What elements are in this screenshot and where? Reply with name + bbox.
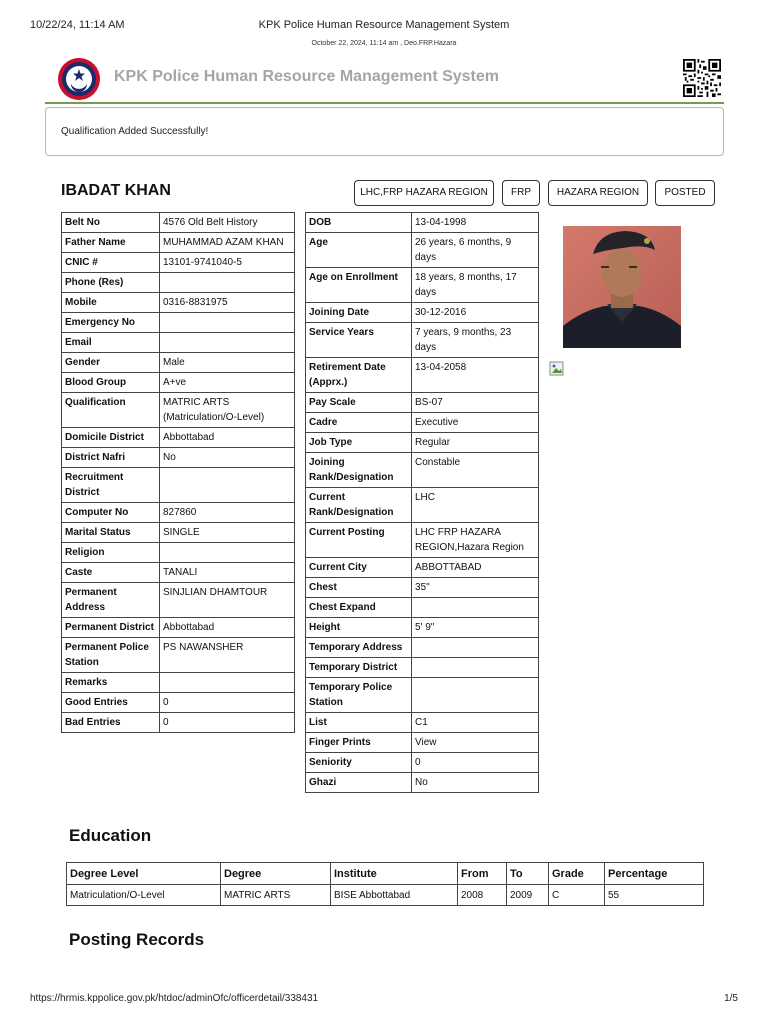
- detail-label: Age: [306, 233, 412, 268]
- detail-value: MATRIC ARTS (Matriculation/O-Level): [160, 393, 295, 428]
- app-name: KPK Police Human Resource Management System: [114, 68, 500, 85]
- detail-row-temporary-police-station: [306, 678, 539, 713]
- detail-label: Domicile District: [62, 428, 160, 448]
- education-cell: 2008: [458, 885, 507, 906]
- detail-label: Religion: [62, 543, 160, 563]
- kpk-police-logo-icon[interactable]: [57, 57, 101, 101]
- detail-row-district-nafri: [62, 448, 295, 468]
- detail-row-good-entries: [62, 693, 295, 713]
- education-table: [66, 862, 704, 906]
- detail-label: Recruitment District: [62, 468, 160, 503]
- detail-value: No: [412, 773, 539, 793]
- detail-label: Cadre: [306, 413, 412, 433]
- print-datetime: 10/22/24, 11:14 AM: [30, 19, 125, 31]
- app-header: [45, 54, 724, 104]
- detail-label: Joining Rank/Designation: [306, 453, 412, 488]
- detail-value: [412, 598, 539, 618]
- detail-row-caste: [62, 563, 295, 583]
- detail-label: District Nafri: [62, 448, 160, 468]
- detail-value: [160, 273, 295, 293]
- detail-value: Abbottabad: [160, 428, 295, 448]
- detail-value: 13101-9741040-5: [160, 253, 295, 273]
- posting-records-heading: Posting Records: [69, 930, 205, 949]
- detail-label: Marital Status: [62, 523, 160, 543]
- detail-value: [412, 658, 539, 678]
- detail-row-current-rank-designation: [306, 488, 539, 523]
- detail-value: 13-04-2058: [412, 358, 539, 393]
- page-number: 1/5: [724, 993, 738, 1004]
- detail-value: [160, 313, 295, 333]
- detail-value: [160, 543, 295, 563]
- education-cell: C: [549, 885, 605, 906]
- detail-value: 7 years, 9 months, 23 days: [412, 323, 539, 358]
- detail-value: No: [160, 448, 295, 468]
- officer-photo: [563, 226, 681, 348]
- detail-row-permanent-district: [62, 618, 295, 638]
- detail-row-age-on-enrollment: [306, 268, 539, 303]
- detail-row-emergency-no: [62, 313, 295, 333]
- detail-value: 4576 Old Belt History: [160, 213, 295, 233]
- detail-row-service-years: [306, 323, 539, 358]
- detail-value: 13-04-1998: [412, 213, 539, 233]
- detail-row-cnic: [62, 253, 295, 273]
- detail-label: Email: [62, 333, 160, 353]
- detail-row-bad-entries: [62, 713, 295, 733]
- detail-value: [160, 673, 295, 693]
- detail-row-age: [306, 233, 539, 268]
- education-cell: Matriculation/O-Level: [67, 885, 221, 906]
- detail-row-phone-res: [62, 273, 295, 293]
- detail-value: [160, 333, 295, 353]
- badge-posting-region[interactable]: LHC,FRP HAZARA REGION: [354, 180, 494, 206]
- detail-row-temporary-district: [306, 658, 539, 678]
- detail-row-belt-no: [62, 213, 295, 233]
- detail-row-ghazi: [306, 773, 539, 793]
- detail-row-current-posting: [306, 523, 539, 558]
- detail-label: Current Posting: [306, 523, 412, 558]
- detail-label: Job Type: [306, 433, 412, 453]
- detail-row-permanent-police-station: [62, 638, 295, 673]
- detail-row-finger-prints: [306, 733, 539, 753]
- detail-row-father-name: [62, 233, 295, 253]
- detail-label: List: [306, 713, 412, 733]
- detail-label: Temporary Address: [306, 638, 412, 658]
- detail-row-blood-group: [62, 373, 295, 393]
- personal-details-table: [61, 212, 295, 733]
- detail-value: ABBOTTABAD: [412, 558, 539, 578]
- detail-label: Computer No: [62, 503, 160, 523]
- detail-value: Male: [160, 353, 295, 373]
- detail-label: DOB: [306, 213, 412, 233]
- detail-row-chest-expand: [306, 598, 539, 618]
- alert-message: Qualification Added Successfully!: [61, 126, 209, 137]
- detail-value[interactable]: View: [412, 733, 539, 753]
- detail-label: Good Entries: [62, 693, 160, 713]
- detail-value: Executive: [412, 413, 539, 433]
- detail-row-marital-status: [62, 523, 295, 543]
- officer-name: IBADAT KHAN: [61, 182, 171, 199]
- detail-label: Temporary Police Station: [306, 678, 412, 713]
- detail-label: Permanent District: [62, 618, 160, 638]
- badge-status[interactable]: POSTED: [655, 180, 715, 206]
- education-cell: MATRIC ARTS: [221, 885, 331, 906]
- detail-value: [412, 638, 539, 658]
- detail-row-job-type: [306, 433, 539, 453]
- detail-label: Ghazi: [306, 773, 412, 793]
- service-details-table: [305, 212, 539, 793]
- detail-value: MUHAMMAD AZAM KHAN: [160, 233, 295, 253]
- education-column-header: Degree Level: [67, 863, 221, 885]
- detail-row-joining-rank-designation: [306, 453, 539, 488]
- detail-label: Father Name: [62, 233, 160, 253]
- detail-label: Permanent Address: [62, 583, 160, 618]
- detail-value: 827860: [160, 503, 295, 523]
- detail-label: Gender: [62, 353, 160, 373]
- education-heading: Education: [69, 826, 152, 845]
- detail-value: Constable: [412, 453, 539, 488]
- education-column-header: Institute: [331, 863, 458, 885]
- detail-row-joining-date: [306, 303, 539, 323]
- qr-code-icon: [683, 59, 721, 97]
- detail-label: Caste: [62, 563, 160, 583]
- detail-label: Age on Enrollment: [306, 268, 412, 303]
- detail-label: Belt No: [62, 213, 160, 233]
- detail-row-email: [62, 333, 295, 353]
- detail-value: 5' 9": [412, 618, 539, 638]
- detail-label: Pay Scale: [306, 393, 412, 413]
- detail-value: LHC FRP HAZARA REGION,Hazara Region: [412, 523, 539, 558]
- print-page-title: KPK Police Human Resource Management System: [258, 19, 510, 31]
- detail-row-qualification: [62, 393, 295, 428]
- detail-value: 0: [412, 753, 539, 773]
- detail-label: Temporary District: [306, 658, 412, 678]
- detail-label: Seniority: [306, 753, 412, 773]
- session-subheader: October 22, 2024, 11:14 am , Deo.FRP.Hazara: [311, 40, 457, 47]
- detail-value: 0: [160, 693, 295, 713]
- detail-label: Chest: [306, 578, 412, 598]
- detail-value: 30-12-2016: [412, 303, 539, 323]
- detail-value: 35": [412, 578, 539, 598]
- detail-row-cadre: [306, 413, 539, 433]
- detail-row-religion: [62, 543, 295, 563]
- detail-label: Service Years: [306, 323, 412, 358]
- page-url: https://hrmis.kppolice.gov.pk/htdoc/adminOfc/officerdetail/338431: [30, 993, 319, 1004]
- detail-row-dob: [306, 213, 539, 233]
- detail-row-pay-scale: [306, 393, 539, 413]
- detail-row-current-city: [306, 558, 539, 578]
- detail-value: C1: [412, 713, 539, 733]
- detail-value: TANALI: [160, 563, 295, 583]
- detail-value: 18 years, 8 months, 17 days: [412, 268, 539, 303]
- detail-row-gender: [62, 353, 295, 373]
- education-column-header: To: [507, 863, 549, 885]
- detail-row-recruitment-district: [62, 468, 295, 503]
- education-cell: 55: [605, 885, 704, 906]
- detail-value: [412, 678, 539, 713]
- detail-row-chest: [306, 578, 539, 598]
- detail-value: Regular: [412, 433, 539, 453]
- detail-label: Emergency No: [62, 313, 160, 333]
- success-alert: [45, 107, 724, 156]
- detail-row-domicile-district: [62, 428, 295, 448]
- detail-row-permanent-address: [62, 583, 295, 618]
- detail-label: Current Rank/Designation: [306, 488, 412, 523]
- education-column-header: Degree: [221, 863, 331, 885]
- detail-row-remarks: [62, 673, 295, 693]
- detail-label: Permanent Police Station: [62, 638, 160, 673]
- detail-value: [160, 468, 295, 503]
- table-row: [67, 885, 704, 906]
- detail-label: Blood Group: [62, 373, 160, 393]
- detail-row-list: [306, 713, 539, 733]
- detail-value: SINJLIAN DHAMTOUR: [160, 583, 295, 618]
- detail-label: Joining Date: [306, 303, 412, 323]
- detail-value: PS NAWANSHER: [160, 638, 295, 673]
- badge-unit[interactable]: FRP: [502, 180, 540, 206]
- detail-row-mobile: [62, 293, 295, 313]
- education-column-header: From: [458, 863, 507, 885]
- detail-label: Mobile: [62, 293, 160, 313]
- detail-row-seniority: [306, 753, 539, 773]
- detail-value: SINGLE: [160, 523, 295, 543]
- detail-row-height: [306, 618, 539, 638]
- education-column-header: Percentage: [605, 863, 704, 885]
- education-cell: BISE Abbottabad: [331, 885, 458, 906]
- detail-value: 0: [160, 713, 295, 733]
- detail-label: Chest Expand: [306, 598, 412, 618]
- detail-label: Height: [306, 618, 412, 638]
- detail-label: Bad Entries: [62, 713, 160, 733]
- detail-label: Qualification: [62, 393, 160, 428]
- detail-label: Current City: [306, 558, 412, 578]
- detail-value: BS-07: [412, 393, 539, 413]
- detail-label: Remarks: [62, 673, 160, 693]
- detail-label: CNIC #: [62, 253, 160, 273]
- detail-row-computer-no: [62, 503, 295, 523]
- detail-value: 26 years, 6 months, 9 days: [412, 233, 539, 268]
- detail-label: Retirement Date (Apprx.): [306, 358, 412, 393]
- badge-region[interactable]: HAZARA REGION: [548, 180, 648, 206]
- detail-label: Phone (Res): [62, 273, 160, 293]
- detail-label: Finger Prints: [306, 733, 412, 753]
- education-column-header: Grade: [549, 863, 605, 885]
- detail-value: LHC: [412, 488, 539, 523]
- broken-image-icon: [549, 361, 565, 377]
- detail-value: A+ve: [160, 373, 295, 393]
- detail-value: Abbottabad: [160, 618, 295, 638]
- detail-row-retirement-date-apprx: [306, 358, 539, 393]
- education-cell: 2009: [507, 885, 549, 906]
- detail-value: 0316-8831975: [160, 293, 295, 313]
- detail-row-temporary-address: [306, 638, 539, 658]
- education-header-row: [67, 863, 704, 885]
